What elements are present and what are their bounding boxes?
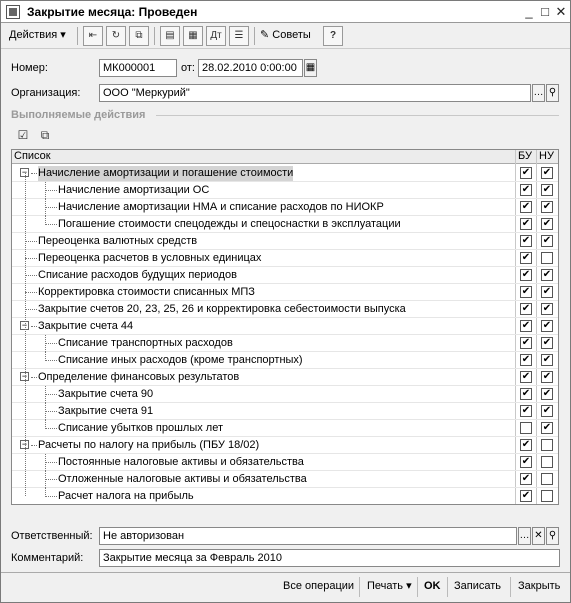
organization-label: Организация: — [11, 87, 81, 99]
number-field[interactable]: МК000001 — [99, 59, 177, 77]
tree-header — [12, 150, 558, 164]
tree-connector — [45, 479, 57, 480]
bu-checkbox[interactable]: ✔ — [521, 303, 531, 314]
footer-separator — [447, 577, 448, 597]
close-icon[interactable]: ✕ — [555, 4, 567, 19]
tree-row-label: Погашение стоимости спецодежды и спецоснастки в эксплуатации — [58, 218, 401, 230]
tree-row[interactable] — [12, 233, 558, 250]
footer-separator — [417, 577, 418, 597]
tree-connector — [45, 386, 46, 403]
check-all-icon[interactable]: ☑ — [17, 128, 29, 142]
tree-row-label: Расчеты по налогу на прибыль (ПБУ 18/02) — [38, 439, 260, 451]
actions-menu[interactable]: Действия ▾ — [9, 29, 66, 41]
tree-row[interactable] — [12, 352, 558, 369]
tree-connector — [31, 377, 37, 378]
tree-connector — [45, 403, 46, 420]
nu-checkbox[interactable] — [541, 473, 553, 485]
tree-connector — [31, 173, 37, 174]
nu-checkbox[interactable]: ✔ — [542, 286, 552, 297]
responsible-label: Ответственный: — [11, 530, 93, 542]
tree-row[interactable] — [12, 369, 558, 386]
bu-checkbox[interactable]: ✔ — [521, 167, 531, 178]
advice-button[interactable]: ✎ Советы — [260, 29, 311, 41]
bu-checkbox[interactable]: ✔ — [521, 218, 531, 229]
tree-connector — [25, 292, 37, 293]
tree-connector — [45, 394, 57, 395]
tree-row-label: Расчет налога на прибыль — [58, 490, 194, 502]
collapse-toggle-icon[interactable]: − — [21, 320, 28, 330]
tree-row-label: Переоценка валютных средств — [38, 235, 198, 247]
tree-connector — [31, 445, 37, 446]
tree-row[interactable] — [12, 335, 558, 352]
footer-separator — [359, 577, 360, 597]
tree-connector — [45, 343, 57, 344]
tree-row[interactable] — [12, 420, 558, 437]
bu-checkbox[interactable]: ✔ — [521, 371, 531, 382]
tree-connector — [45, 335, 46, 352]
advice-label: Советы — [272, 29, 311, 41]
tree-row[interactable] — [12, 182, 558, 199]
tree-connector — [25, 309, 37, 310]
date-field[interactable]: 28.02.2010 0:00:00 — [198, 59, 303, 77]
section-divider — [156, 115, 559, 116]
nu-checkbox[interactable]: ✔ — [542, 218, 552, 229]
tree-row-label: Корректировка стоимости списанных МПЗ — [38, 286, 255, 298]
search-icon[interactable]: ⚲ — [546, 527, 559, 545]
tree-row-label: Списание иных расходов (кроме транспортных) — [58, 354, 303, 366]
tree-row[interactable] — [12, 267, 558, 284]
nu-checkbox[interactable]: ✔ — [542, 388, 552, 399]
tree-row[interactable] — [12, 437, 558, 454]
window-title: Закрытие месяца: Проведен — [27, 5, 198, 19]
tree-row[interactable] — [12, 301, 558, 318]
save-button[interactable]: Записать — [454, 580, 502, 592]
tree-connector — [45, 471, 46, 488]
tree-row-label: Списание транспортных расходов — [58, 337, 233, 349]
tree-row[interactable] — [12, 471, 558, 488]
document-icon — [6, 5, 20, 19]
collapse-toggle-icon[interactable]: − — [21, 439, 28, 449]
toolbar-separator — [254, 27, 255, 45]
tree-connector — [45, 360, 57, 361]
column-header-bu[interactable]: БУ — [518, 150, 532, 162]
tree-connector — [25, 258, 37, 259]
comment-label: Комментарий: — [11, 552, 84, 564]
tree-row[interactable] — [12, 403, 558, 420]
tree-connector — [45, 496, 57, 497]
footer-separator — [510, 577, 511, 597]
bu-checkbox[interactable]: ✔ — [521, 405, 531, 416]
refresh-icon[interactable]: ↻ — [106, 26, 126, 46]
help-button[interactable]: ? — [323, 26, 343, 46]
actions-label: Действия — [9, 29, 58, 41]
tree-connector — [45, 216, 46, 225]
tree-row[interactable] — [12, 216, 558, 233]
organization-field[interactable]: ООО "Меркурий" — [99, 84, 531, 102]
toolbar-separator — [154, 27, 155, 45]
tree-row[interactable] — [12, 454, 558, 471]
tree-row-label: Начисление амортизации и погашение стоимости — [38, 167, 294, 179]
nu-checkbox[interactable]: ✔ — [542, 235, 552, 246]
nu-checkbox[interactable]: ✔ — [542, 320, 552, 331]
title-bar — [1, 1, 570, 23]
bu-checkbox[interactable]: ✔ — [521, 201, 531, 212]
copy-icon[interactable]: ⧉ — [129, 26, 149, 46]
tree-row[interactable] — [12, 488, 558, 505]
tree-row[interactable] — [12, 386, 558, 403]
nu-checkbox[interactable]: ✔ — [542, 303, 552, 314]
nu-checkbox[interactable] — [541, 439, 553, 451]
tree-connector — [45, 199, 46, 216]
nu-checkbox[interactable]: ✔ — [542, 405, 552, 416]
nu-checkbox[interactable] — [541, 252, 553, 264]
tree-connector — [45, 352, 46, 361]
tree-trunk — [25, 173, 26, 496]
tree-connector — [45, 462, 57, 463]
nu-checkbox[interactable]: ✔ — [542, 422, 552, 433]
tree-row[interactable] — [12, 318, 558, 335]
comment-field[interactable]: Закрытие месяца за Февраль 2010 — [99, 549, 560, 567]
bu-checkbox[interactable]: ✔ — [521, 439, 531, 450]
tree-connector — [45, 420, 46, 429]
report-icon[interactable]: ☰ — [229, 26, 249, 46]
tree-row-label: Закрытие счетов 20, 23, 25, 26 и корректировка себестоимости выпуска — [38, 303, 406, 315]
tree-connector — [31, 326, 37, 327]
tree-row-label: Закрытие счета 91 — [58, 405, 154, 417]
print-button[interactable]: Печать ▾ — [367, 580, 412, 592]
nu-checkbox[interactable]: ✔ — [542, 337, 552, 348]
tree-row[interactable] — [12, 165, 558, 182]
minimize-icon[interactable]: _ — [525, 4, 533, 19]
tree-row-label: Списание расходов будущих периодов — [38, 269, 237, 281]
responsible-field[interactable]: Не авторизован — [99, 527, 517, 545]
tree-row[interactable] — [12, 284, 558, 301]
tree-row[interactable] — [12, 250, 558, 267]
calendar-icon[interactable]: ▦ — [304, 59, 317, 77]
all-operations-button[interactable]: Все операции — [283, 580, 355, 592]
debit-credit-icon[interactable]: Дт — [206, 26, 226, 46]
uncheck-all-icon[interactable]: ⧉ — [40, 128, 50, 142]
tree-connector — [45, 224, 57, 225]
bu-checkbox[interactable]: ✔ — [521, 456, 531, 467]
bu-checkbox[interactable]: ✔ — [521, 269, 531, 280]
bu-checkbox[interactable]: ✔ — [521, 286, 531, 297]
tree-row-label: Определение финансовых результатов — [38, 371, 240, 383]
ok-button[interactable]: OK — [424, 580, 441, 592]
nu-checkbox[interactable]: ✔ — [542, 167, 552, 178]
maximize-icon[interactable]: □ — [541, 4, 549, 19]
tree-row-label: Списание убытков прошлых лет — [58, 422, 223, 434]
nu-checkbox[interactable]: ✔ — [542, 269, 552, 280]
tree-row-label: Закрытие счета 90 — [58, 388, 154, 400]
section-title: Выполняемые действия — [11, 109, 146, 121]
tree-connector — [45, 488, 46, 497]
select-dots-icon[interactable]: … — [532, 84, 545, 102]
collapse-toggle-icon[interactable]: − — [21, 167, 28, 177]
post-document-icon[interactable]: ▤ — [160, 26, 180, 46]
nu-checkbox[interactable]: ✔ — [542, 371, 552, 382]
tree-row-label: Переоценка расчетов в условных единицах — [38, 252, 262, 264]
bu-checkbox[interactable]: ✔ — [521, 388, 531, 399]
tree-row-label: Начисление амортизации НМА и списание расходов по НИОКР — [58, 201, 384, 213]
bu-checkbox[interactable]: ✔ — [521, 252, 531, 263]
collapse-toggle-icon[interactable]: − — [21, 371, 28, 381]
print-label: Печать — [367, 580, 404, 592]
nu-checkbox[interactable] — [541, 456, 553, 468]
nu-checkbox[interactable]: ✔ — [542, 184, 552, 195]
nu-checkbox[interactable] — [541, 490, 553, 502]
toolbar-separator — [77, 27, 78, 45]
go-back-icon[interactable]: ⇤ — [83, 26, 103, 46]
clear-icon[interactable]: ✕ — [532, 527, 545, 545]
toolbar — [1, 24, 570, 49]
tree-connector — [25, 275, 37, 276]
tree-row-label: Отложенные налоговые активы и обязательства — [58, 473, 307, 485]
tree-connector — [45, 411, 57, 412]
footer-divider — [1, 572, 570, 573]
bu-checkbox[interactable]: ✔ — [521, 184, 531, 195]
date-label: от: — [181, 62, 195, 74]
tree-row[interactable] — [12, 199, 558, 216]
tree-connector — [25, 241, 37, 242]
tree-row-label: Постоянные налоговые активы и обязательства — [58, 456, 304, 468]
bu-checkbox[interactable] — [520, 422, 532, 434]
close-button[interactable]: Закрыть — [518, 580, 561, 592]
column-header-list[interactable]: Список — [14, 150, 51, 162]
bu-checkbox[interactable]: ✔ — [521, 235, 531, 246]
tree-connector — [45, 182, 46, 199]
tree-row-label: Закрытие счета 44 — [38, 320, 134, 332]
number-label: Номер: — [11, 62, 48, 74]
column-header-nu[interactable]: НУ — [539, 150, 554, 162]
bu-checkbox[interactable]: ✔ — [521, 473, 531, 484]
tree-row-label: Начисление амортизации ОС — [58, 184, 210, 196]
nu-checkbox[interactable]: ✔ — [542, 201, 552, 212]
tree-connector — [45, 428, 57, 429]
actions-tree — [11, 149, 559, 505]
nu-checkbox[interactable]: ✔ — [542, 354, 552, 365]
search-icon[interactable]: ⚲ — [546, 84, 559, 102]
tree-connector — [45, 207, 57, 208]
select-dots-icon[interactable]: … — [518, 527, 531, 545]
unpost-document-icon[interactable]: ▦ — [183, 26, 203, 46]
tree-connector — [45, 454, 46, 471]
bu-checkbox[interactable]: ✔ — [521, 320, 531, 331]
bu-checkbox[interactable]: ✔ — [521, 354, 531, 365]
bu-checkbox[interactable]: ✔ — [521, 337, 531, 348]
bu-checkbox[interactable]: ✔ — [521, 490, 531, 501]
tree-connector — [45, 190, 57, 191]
